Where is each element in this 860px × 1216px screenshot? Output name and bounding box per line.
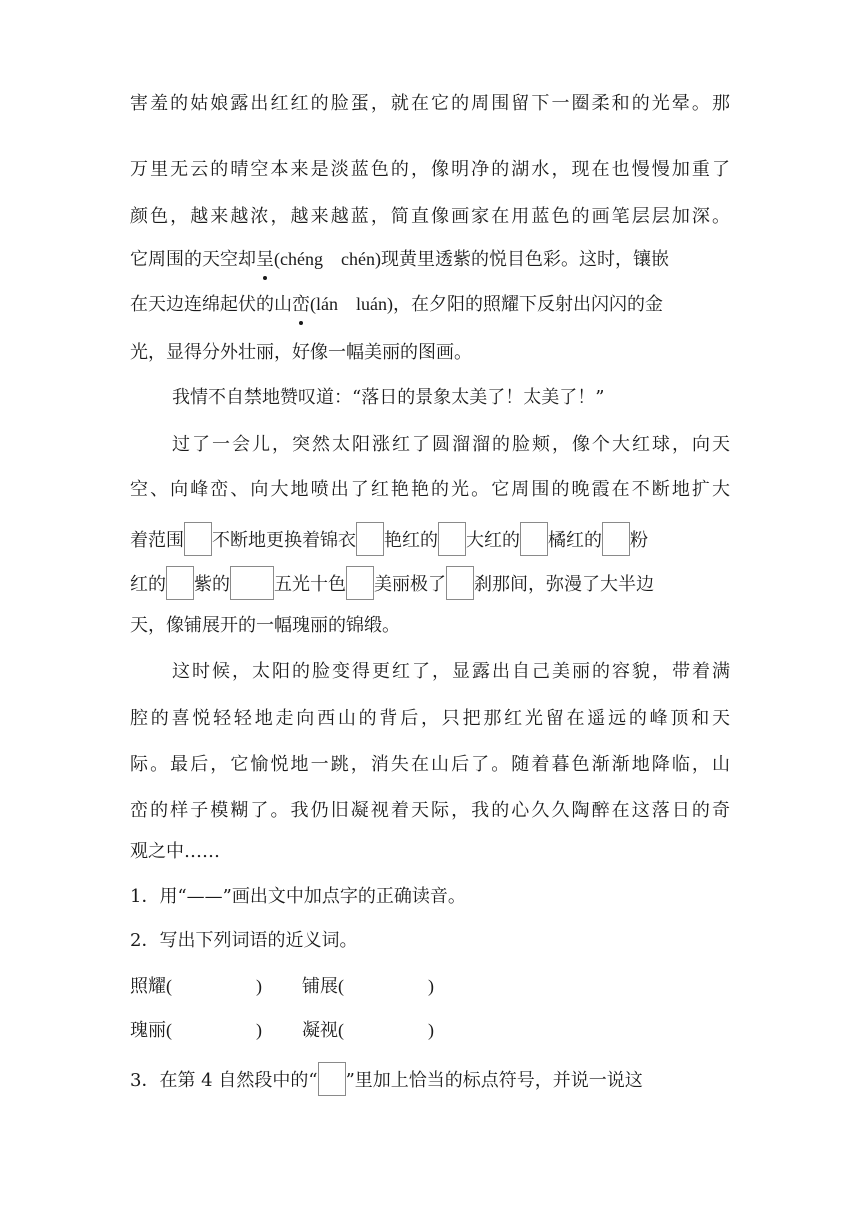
line10-text-2: 不断地更换着锦衣: [212, 530, 356, 551]
question-3-box-icon: [318, 1062, 346, 1096]
line4-after: 现黄里透紫的悦目色彩。这时，镶嵌: [380, 249, 669, 270]
synonym-close-2: ): [428, 976, 434, 996]
question-3: [130, 1064, 730, 1098]
pinyin-option-cheng: (chéng: [274, 249, 323, 269]
passage-line-12: 天，像铺展开的一幅瑰丽的锦缎。: [130, 615, 400, 636]
passage-line-17: 观之中……: [130, 841, 220, 862]
punctuation-box-5[interactable]: [602, 522, 630, 556]
synonym-item-guili: 瑰丽(: [130, 1020, 172, 1040]
line10-text-4: 大红的: [466, 530, 520, 551]
passage-line-6: 光，显得分外壮丽，好像一幅美丽的图画。: [130, 342, 472, 363]
synonym-item-puzhan: 铺展(: [302, 976, 344, 996]
passage-line-9: 空、向峰峦、向大地喷出了红艳艳的光。它周围的晚霞在不断地扩大: [130, 479, 730, 500]
dotted-char-cheng: 呈: [256, 247, 274, 273]
passage-line-13: 这时候，太阳的脸变得更红了，显露出自己美丽的容貌，带着满: [172, 661, 730, 682]
line10-text-6: 粉: [630, 530, 648, 551]
punctuation-box-6[interactable]: [166, 566, 194, 600]
passage-line-1: 害羞的姑娘露出红红的脸蛋，就在它的周围留下一圈柔和的光晕。那: [130, 93, 730, 114]
question-3-text-after: ”里加上恰当的标点符号，并说一说这: [345, 1070, 643, 1091]
punctuation-box-7[interactable]: [230, 566, 274, 600]
question-3-text-before: 3．在第 4 自然段中的“: [130, 1070, 318, 1091]
pinyin-option-chen: chén): [340, 249, 381, 269]
passage-line-8: 过了一会儿，突然太阳涨红了圆溜溜的脸颊，像个大红球，向天: [172, 434, 730, 455]
passage-line-11: [130, 568, 730, 602]
synonym-close-4: ): [428, 1020, 434, 1040]
passage-line-14: 腔的喜悦轻轻地走向西山的背后，只把那红光留在遥远的峰顶和天: [130, 708, 730, 729]
punctuation-box-3[interactable]: [438, 522, 466, 556]
passage-line-16: 峦的样子模糊了。我仍旧凝视着天际，我的心久久陶醉在这落日的奇: [130, 800, 730, 821]
synonym-row-2: [130, 1017, 450, 1043]
synonym-row-1: [130, 973, 450, 999]
punctuation-box-2[interactable]: [356, 522, 384, 556]
line4-before: 它周围的天空却: [130, 249, 256, 270]
passage-line-10: [130, 524, 730, 558]
synonym-item-zhaoyao: 照耀(: [130, 976, 172, 996]
line5-before: 在天边连绵起伏的山: [130, 294, 292, 315]
line11-text-5: 刹那间，弥漫了大半边: [474, 574, 654, 595]
passage-line-4: [130, 246, 730, 273]
line10-text-5: 橘红的: [548, 530, 602, 551]
line11-text-4: 美丽极了: [374, 574, 446, 595]
passage-line-3: 颜色，越来越浓，越来越蓝，简直像画家在用蓝色的画笔层层加深。: [130, 206, 730, 227]
punctuation-box-8[interactable]: [346, 566, 374, 600]
pinyin-option-luan: luán): [355, 294, 393, 314]
punctuation-box-9[interactable]: [446, 566, 474, 600]
line11-text-3: 五光十色: [274, 574, 346, 595]
pinyin-option-lan: (lán: [310, 294, 338, 314]
synonym-item-ningshi: 凝视(: [302, 1020, 344, 1040]
punctuation-box-1[interactable]: [184, 522, 212, 556]
line10-text-1: 着范围: [130, 530, 184, 551]
question-1: 1．用“——”画出文中加点字的正确读音。: [130, 886, 466, 907]
passage-line-5: [130, 291, 730, 318]
passage-line-15: 际。最后，它愉悦地一跳，消失在山后了。随着暮色渐渐地降临，山: [130, 754, 730, 775]
line5-after: ，在夕阳的照耀下反射出闪闪的金: [392, 294, 663, 315]
passage-line-2: 万里无云的晴空本来是淡蓝色的，像明净的湖水，现在也慢慢加重了: [130, 159, 730, 180]
line10-text-3: 艳红的: [384, 530, 438, 551]
synonym-close-3: ): [256, 1020, 262, 1040]
question-2: 2．写出下列词语的近义词。: [130, 930, 358, 951]
synonym-close-1: ): [256, 976, 262, 996]
dotted-char-luan: 峦: [292, 292, 310, 318]
line11-text-2: 紫的: [194, 574, 230, 595]
punctuation-box-4[interactable]: [520, 522, 548, 556]
line11-text-1: 红的: [130, 574, 166, 595]
passage-paragraph-3: 我情不自禁地赞叹道：“落日的景象太美了！太美了！”: [172, 387, 605, 408]
